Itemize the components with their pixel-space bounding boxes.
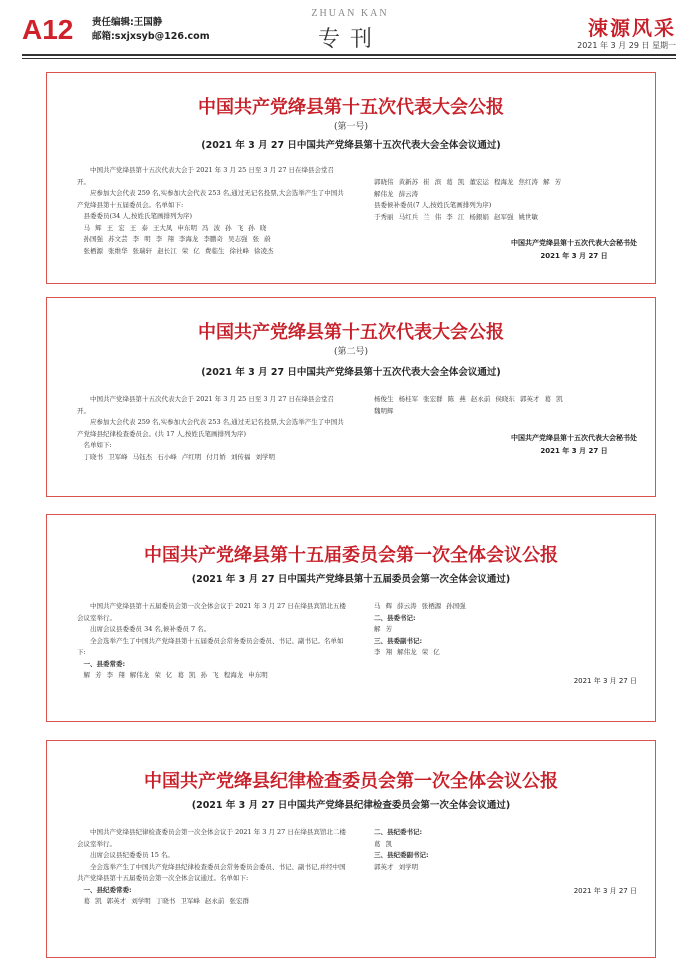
signature-date: 2021 年 3 月 27 日	[540, 252, 608, 260]
list-heading: 一、县纪委常委:	[83, 885, 132, 894]
column-brand: 涑源风采	[588, 16, 676, 40]
page-header	[0, 0, 700, 56]
bulletin-body-right	[374, 827, 639, 873]
paragraph: 中国共产党绛县第十五次代表大会于 2021 年 3 月 25 日至 3 月 27 日在绛县会堂召开。	[77, 395, 335, 415]
bulletin-body-left	[77, 394, 347, 463]
list-heading: 县委候补委员(7 人,按姓氏笔画排列为序)	[374, 201, 492, 209]
bulletin-title: 中国共产党绛县第十五次代表大会公报	[198, 322, 504, 343]
name-row: 孙国强 苏文芸 李 明 李 翔 李海龙 李鹏奇 吴志强 张 蔚	[83, 235, 271, 243]
name-row: 马 辉 王 宏 王 泰 王大凤 申东明 冯 波 孙 飞 孙 晓	[83, 223, 267, 232]
list-heading: 三、县纪委副书记:	[374, 851, 429, 859]
paragraph: 中国共产党绛县第十五次代表大会于 2021 年 3 月 25 日至 3 月 27 日在绛县会堂召开。	[77, 166, 335, 186]
bulletin-3	[46, 514, 656, 722]
paragraph: 应参加大会代表 259 名,实参加大会代表 253 名,通过无记名投票,大会选举产生了中国共产党绛县第十五届委员会。名单如下:	[77, 189, 344, 209]
page-number: A12	[22, 14, 74, 45]
list-heading: 三、县委副书记:	[374, 636, 423, 645]
bulletin-number: (第二号)	[333, 347, 369, 357]
name-row: 杨俊生 杨桂军 张宏群 陈 燕 赵永前 侯晓东 郭英才 葛 凯	[374, 395, 563, 403]
bulletin-subtitle: (2021 年 3 月 27 日中国共产党绛县纪律检查委员会第一次全体会议通过)	[191, 800, 511, 811]
bulletin-2	[46, 297, 656, 497]
bulletin-subtitle: (2021 年 3 月 27 日中国共产党绛县第十五次代表大会全体会议通过)	[201, 367, 501, 378]
bulletin-title: 中国共产党绛县第十五次代表大会公报	[198, 97, 504, 118]
bulletin-body-left	[77, 601, 347, 682]
paragraph: 全会选举产生了中国共产党绛县纪律检查委员会常务委员会委员、书记、副书记,并经中国共产党绛县第十五届委员会第一次全体会议通过。名单如下:	[77, 862, 346, 882]
bulletin-number: (第一号)	[333, 122, 369, 132]
signature-date: 2021 年 3 月 27 日	[540, 447, 608, 455]
name-row: 马 辉 薛云涛 张栖源 孙国强	[374, 602, 466, 610]
list-heading: 县委委员(34 人,按姓氏笔画排列为序)	[83, 212, 192, 220]
name-row: 于秀丽 马红兵 兰 伟 李 江 杨銀娟 赵军强 姚世敏	[374, 212, 539, 221]
bulletin-body-right	[374, 601, 639, 659]
bulletin-body-left	[77, 827, 347, 908]
paragraph: 全会选举产生了中国共产党绛县第十五届委员会常务委员会委员、书记、副书记。名单如下:	[77, 636, 344, 656]
paragraph: 中国共产党绛县第十五届委员会第一次全体会议于 2021 年 3 月 27 日在绛县宾馆北五楼会议室举行。	[77, 602, 346, 622]
name-row: 解 芳	[374, 625, 393, 633]
editor-name: 责任编辑:王国静	[92, 17, 163, 28]
paragraph: 应参加大会代表 259 名,实参加大会代表 253 名,通过无记名投票,大会选举产生了中国共产党绛县纪律检查委员会。(共 17 人,按姓氏笔画排列为序)	[77, 418, 344, 438]
section-name-zh: 专刊	[317, 27, 382, 52]
bulletin-signature	[574, 675, 637, 688]
name-row: 李 翔 解伟龙 荣 亿	[374, 648, 440, 656]
name-row: 葛 凯	[374, 839, 393, 848]
name-row: 丁晓书 卫军峰 马钰杰 石小峰 卢红明 付月娇 刘传福 刘学明	[83, 452, 275, 461]
name-row: 解伟龙 薛云涛	[374, 189, 419, 198]
bulletin-signature	[511, 432, 637, 458]
name-row: 张栖源 张维华 张瑞轩 赵长江 荣 亿 费临生 徐社峰 徐凌杰	[83, 246, 274, 255]
name-row: 郭英才 刘学明	[374, 862, 419, 871]
list-heading: 二、县委书记:	[374, 613, 416, 622]
bulletin-4	[46, 740, 656, 958]
paragraph: 中国共产党绛县纪律检查委员会第一次全体会议于 2021 年 3 月 27 日在绛县宾馆北二楼会议室举行。	[77, 828, 346, 848]
bulletin-signature	[511, 237, 637, 263]
bulletin-title: 中国共产党绛县纪律检查委员会第一次全体会议公报	[144, 771, 558, 792]
list-heading: 名单如下:	[83, 441, 112, 449]
bulletin-body-left	[77, 165, 347, 257]
name-row: 解 芳 李 翔 解伟龙 荣 亿 葛 凯 孙 飞 程海龙 申东明	[83, 671, 268, 679]
bulletin-subtitle: (2021 年 3 月 27 日中国共产党绛县第十五次代表大会全体会议通过)	[201, 140, 501, 151]
name-row: 魏明辉	[374, 406, 394, 415]
name-row: 郭晓伟 黄新苏 崔 滨 葛 凯 董宏运 程海龙 焦红涛 解 芳	[374, 178, 562, 186]
bulletin-title: 中国共产党绛县第十五届委员会第一次全体会议公报	[144, 545, 558, 566]
list-heading: 一、县委常委:	[83, 659, 126, 668]
header-rule	[22, 54, 676, 56]
header-rule-thin	[22, 58, 676, 59]
bulletin-body-right	[374, 177, 639, 223]
paragraph: 出席会议县委委员 34 名,候补委员 7 名。	[90, 625, 211, 633]
editor-email: 邮箱:sxjxsyb@126.com	[92, 31, 210, 42]
bulletin-body-right	[374, 394, 639, 417]
section-name-en: ZHUAN KAN	[311, 8, 389, 19]
issue-date: 2021 年 3 月 29 日 星期一	[577, 41, 676, 50]
name-row: 葛 凯 郭英才 刘学明 丁晓书 卫军峰 赵永前 张宏群	[83, 897, 249, 905]
bulletin-1	[46, 72, 656, 284]
bulletin-subtitle: (2021 年 3 月 27 日中国共产党绛县第十五届委员会第一次全体会议通过)	[191, 574, 511, 585]
list-heading: 二、县纪委书记:	[374, 828, 423, 836]
signature-date: 2021 年 3 月 27 日	[573, 887, 637, 895]
signature-org: 中国共产党绛县第十五次代表大会秘书处	[511, 239, 637, 247]
bulletin-signature	[574, 885, 637, 898]
signature-org: 中国共产党绛县第十五次代表大会秘书处	[511, 434, 637, 442]
paragraph: 出席会议县纪委委员 15 名。	[90, 851, 174, 859]
signature-date: 2021 年 3 月 27 日	[573, 677, 637, 685]
